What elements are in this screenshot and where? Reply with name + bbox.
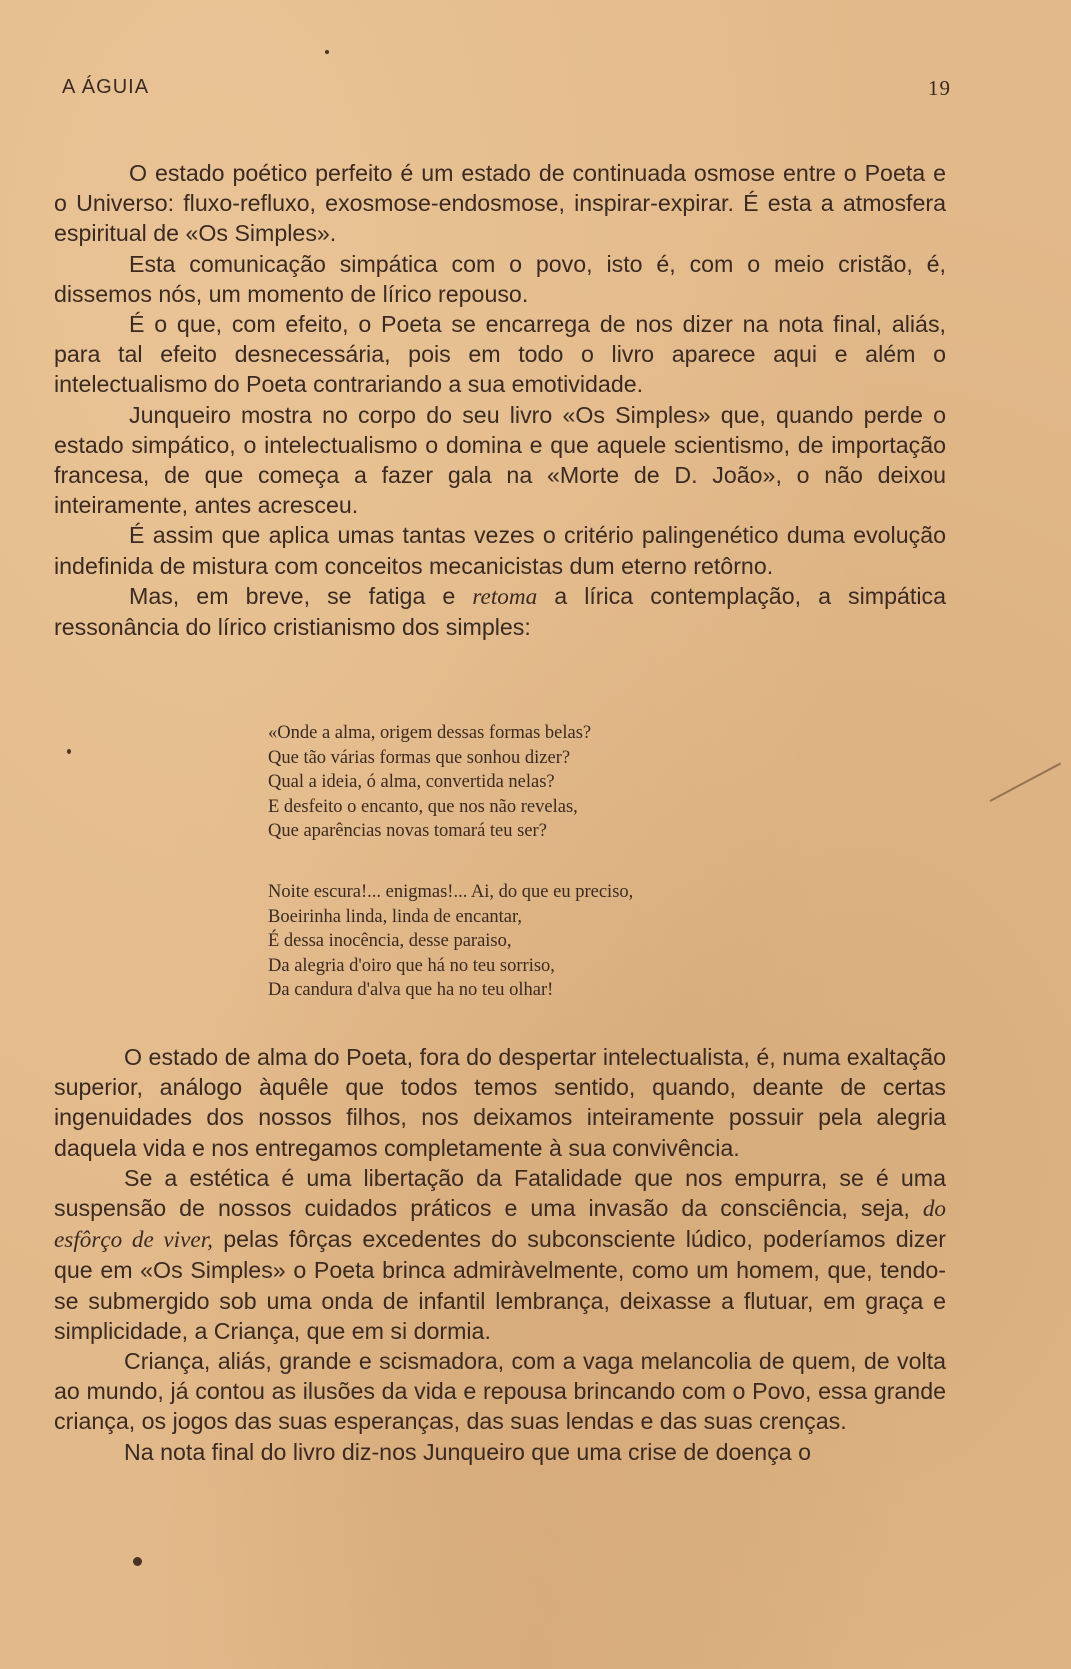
journal-title: A ÁGUIA — [62, 76, 150, 98]
poem-line: É dessa inocência, desse paraiso, — [268, 931, 512, 951]
paragraph: É o que, com efeito, o Poeta se encarrega de nos dizer na nota final, aliás, para tal efeito desnecessária, pois em todo o livro aparece aqui e além o intelectualismo do Poeta contrariando a sua emotividade. — [54, 311, 946, 398]
italic-word: retoma — [472, 583, 538, 610]
paragraph: Na nota final do livro diz-nos Junqueiro que uma crise de doença o — [124, 1438, 812, 1465]
text-run: pelas fôrças excedentes do subconsciente lúdico, poderíamos dizer que em «Os Simples» o Poeta brinca admiràvelmente, como um homem, que, tendo-se submergido sob uma onda de infantil lembrança, deixasse a flutuar, em graça e simplicidade, a Criança, que em si dormia. — [54, 1226, 946, 1344]
paragraph: É assim que aplica umas tantas vezes o critério palingenético duma evolução indefinida de mistura com conceitos mecanicistas dum eterno retôrno. — [54, 522, 946, 579]
text-block-bottom — [54, 1042, 946, 1467]
paragraph: Junqueiro mostra no corpo do seu livro «Os Simples» que, quando perde o estado simpático, o intelectualismo o domina e que aquele scientismo, de importação francesa, de que começa a fazer gala na «Morte de D. João», o não deixou inteiramente, antes acresceu. — [54, 401, 946, 519]
text-run: a lírica contemplação, a simpática ressonância do lírico cristianismo dos simples: — [54, 582, 946, 641]
poem-line: Que aparências novas tomará teu ser? — [268, 821, 547, 841]
text-run: Se a estética é uma libertação da Fatalidade que nos empurra, se é uma suspensão de nossos cuidados práticos e uma invasão da consciência, seja, — [54, 1164, 946, 1222]
poem-line: Da candura d'alva que ha no teu olhar! — [268, 980, 554, 1000]
italic-phrase: do esfôrço de viver, — [54, 1196, 946, 1254]
poem-line: Da alegria d'oiro que há no teu sorriso, — [268, 955, 555, 976]
ink-speck — [133, 1557, 142, 1566]
paragraph — [54, 1163, 946, 1346]
poem-line: Boeirinha linda, linda de encantar, — [268, 906, 523, 927]
text-block-top — [54, 158, 946, 642]
poem-stanza-1 — [268, 721, 808, 844]
poem-line: E desfeito o encanto, que nos não revelas, — [268, 796, 578, 817]
text-run: Mas, em breve, se fatiga e — [129, 582, 473, 609]
paragraph: O estado poético perfeito é um estado de continuada osmose entre o Poeta e o Universo: fluxo-refluxo, exosmose-endosmose, inspirar-expirar. É esta a atmosfera espiritual de «Os Simples». — [54, 160, 946, 247]
poem-line: Qual a ideia, ó alma, convertida nelas? — [268, 772, 555, 792]
running-header — [62, 76, 951, 101]
poem-stanza-2 — [268, 880, 808, 1003]
paragraph: Criança, aliás, grande e scismadora, com a vaga melancolia de quem, de volta ao mundo, já contou as ilusões da vida e repousa brincando com o Povo, essa grande criança, os jogos das suas esperanças, das suas lendas e das suas crenças. — [54, 1348, 946, 1435]
paper-scratch — [990, 763, 1062, 802]
paragraph: O estado de alma do Poeta, fora do despertar intelectualista, é, numa exaltação superior, análogo àquêle que todos temos sentido, quando, deante de certas ingenuidades dos nossos filhos, nos deixamos inteiramente possuir pela alegria daquela vida e nos entregamos completamente à sua convivência. — [54, 1044, 946, 1161]
page-number: 19 — [928, 76, 951, 100]
ink-speck — [325, 50, 329, 54]
poem-line: «Onde a alma, origem dessas formas belas? — [268, 723, 592, 743]
ink-speck — [67, 749, 71, 754]
paragraph — [54, 581, 946, 642]
poem-line: Que tão várias formas que sonhou dizer? — [268, 747, 571, 768]
paragraph: Esta comunicação simpática com o povo, isto é, com o meio cristão, é, dissemos nós, um momento de lírico repouso. — [54, 250, 946, 307]
poem-line: Noite escura!... enigmas!... Ai, do que eu preciso, — [268, 882, 634, 902]
